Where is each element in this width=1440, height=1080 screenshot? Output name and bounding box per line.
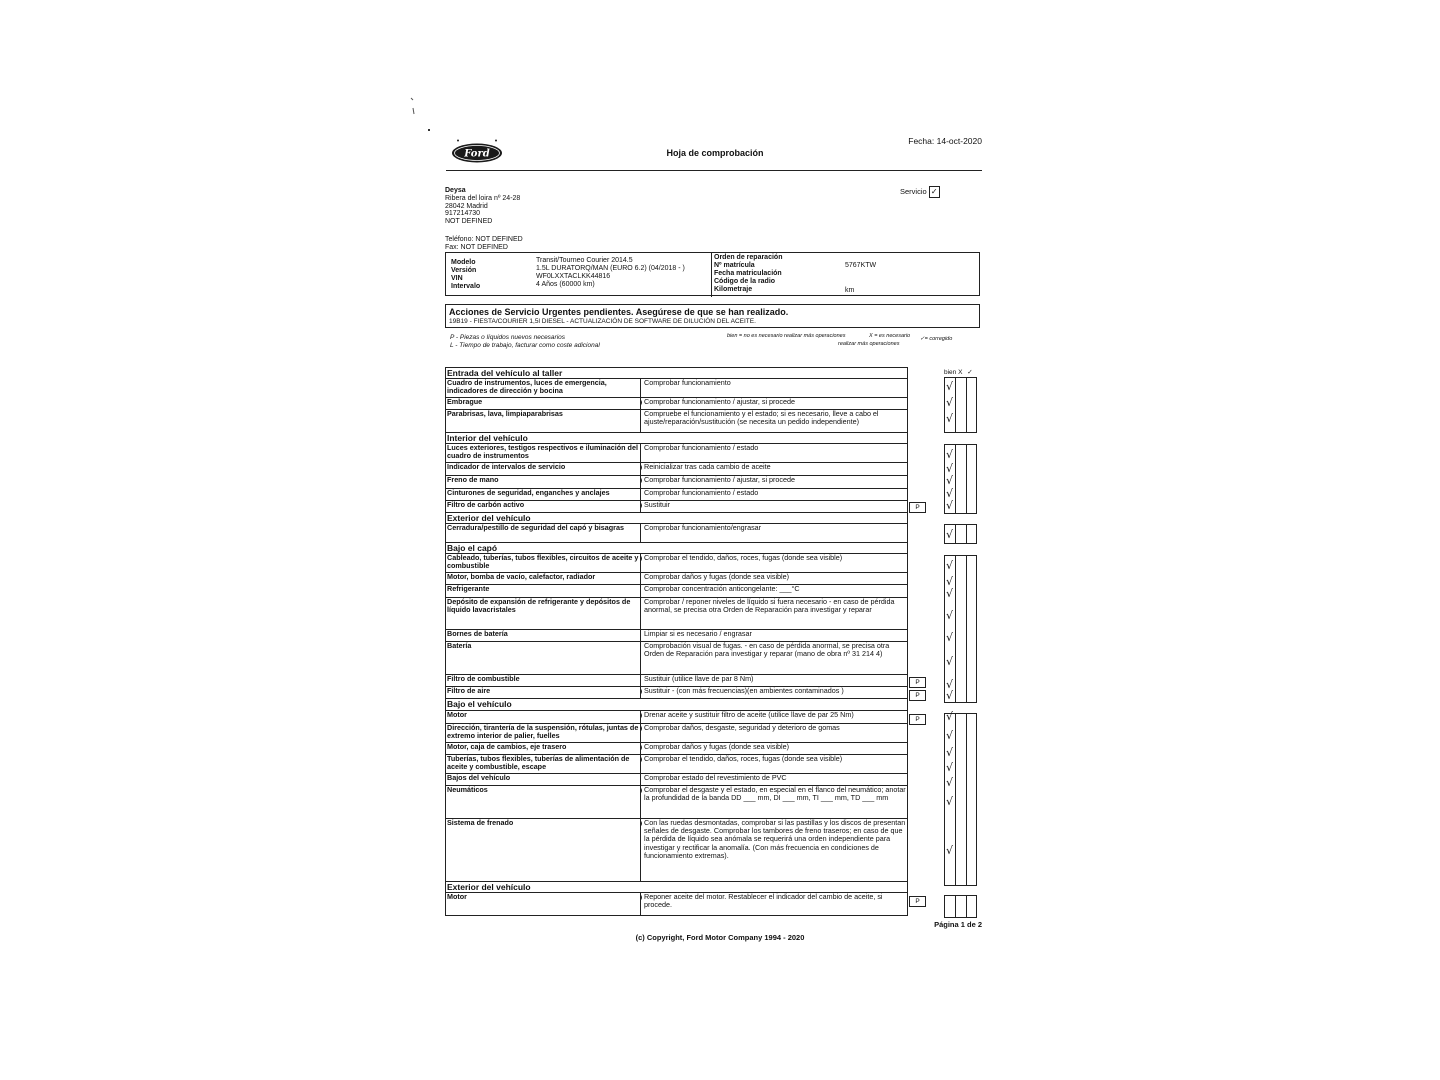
servicio-label: Servicio [900,186,927,196]
legend-bien: bien = no es necesario realizar más operaciones [727,333,846,339]
tick-mark: √ [946,746,954,759]
item-label: Tuberías, tubos flexibles, tuberías de alimentación de aceite y combustible, escape [446,755,641,774]
action-text: Con las ruedas desmontadas, comprobar si las pastillas y los discos de presentan señales de desgaste. Comprobar los tambores de freno traseros; en caso de que la pérdida de líquido sea anómala se requerirá una orden independiente para investigar y rectificar la anomalía. (Con más frecuencia en condiciones de funcionamiento extremas). [641,819,908,882]
item-label: Filtro de aire [446,687,641,699]
action-text: Drenar aceite y sustituir filtro de aceite (utilice llave de par 25 Nm) [641,711,908,724]
tick-mark: √ [946,559,954,572]
tick-mark: √ [946,678,954,691]
p-box: P [909,690,926,701]
dealer-extra: NOT DEFINED [445,218,493,226]
urgent-item: 19B19 - FIESTA/COURIER 1,5l DIESEL - ACTUALIZACIÓN DE SOFTWARE DE DILUCIÓN DEL ACEITE. [449,318,756,325]
tick-mark: √ [946,655,954,668]
item-label: Bornes de batería [446,630,641,642]
tick-mark: √ [946,729,954,742]
section-title: Bajo el vehículo [446,699,908,711]
vehicle-box-divider [711,253,712,297]
tick-mark: √ [946,710,954,723]
dealer-telefono: Teléfono: NOT DEFINED [445,236,523,243]
col-x: X [958,369,963,376]
copyright: (c) Copyright, Ford Motor Company 1994 - 2020 [635,933,805,942]
item-label: Filtro de carbón activo [446,501,641,513]
kilometraje-label: Kilometraje [714,286,753,293]
dot-icon [641,712,643,719]
version-value: 1.5L DURATORQ/MAN (EURO 6.2) (04/2018 - ) [536,265,685,272]
action-text: Sustituir (utilice llave de par 8 Nm) [641,675,908,687]
page-number: Página 1 de 2 [934,920,982,929]
action-text: Comprobar funcionamiento / ajustar, si procede [641,476,908,489]
dealer-phone-number: 917214730 [445,210,481,218]
section-title: Entrada del vehículo al taller [446,368,908,379]
item-label: Filtro de combustible [446,675,641,687]
action-text: Comprobar daños, desgaste, seguridad y deterioro de gomas [641,724,908,743]
p-box: P [909,714,926,725]
tick-mark: √ [946,575,954,588]
dot-icon [641,477,643,484]
tick-mark: √ [946,609,954,622]
action-text: Comprobar funcionamiento / estado [641,489,908,501]
section-title: Exterior del vehículo [446,513,908,524]
item-label: Motor [446,711,641,724]
item-label: Bajos del vehículo [446,774,641,786]
item-label: Motor [446,893,641,916]
action-text: Limpiar si es necesario / engrasar [641,630,908,642]
action-text: Sustituir - (con más frecuencias)(en ambientes contaminados ) [641,687,908,699]
action-text: Reponer aceite del motor. Restablecer el indicador del cambio de aceite, si procede. [641,893,908,916]
legend-p: P - Piezas o líquidos nuevos necesarios [450,334,566,341]
section-title: Exterior del vehículo [446,882,908,893]
dot-icon [641,688,643,695]
dealer-fax: Fax: NOT DEFINED [445,243,508,251]
matricula-value: 5767KTW [845,262,877,269]
item-label: Indicador de intervalos de servicio [446,463,641,476]
action-text: Comprobar / reponer niveles de líquido si fuera necesario - en caso de pérdida anormal, se precisa otra Orden de Reparación para investigar y reparar [641,598,908,630]
item-label: Embrague [446,398,641,410]
modelo-label: Modelo [451,259,476,266]
tick-mark: √ [946,474,954,487]
tick-mark: √ [946,761,954,774]
ford-logo-text: Ford [464,148,490,160]
p-box: P [909,677,926,688]
item-label: Cinturones de seguridad, enganches y anclajes [446,489,641,501]
section-title: Interior del vehículo [446,433,908,444]
item-label: Sistema de frenado [446,819,641,882]
item-label: Cuadro de instrumentos, luces de emergencia, indicadores de dirección y bocina [446,379,641,398]
fecha-matriculacion-label: Fecha matriculación [714,270,782,277]
legend-corregido: ✓= corregido [920,336,953,342]
legend-x-cont: realizar más operaciones [838,341,900,347]
action-text: Reinicializar tras cada cambio de aceite [641,463,908,476]
vehicle-info-box [445,252,980,296]
action-text: Comprobar funcionamiento / estado [641,444,908,463]
section-title: Bajo el capó [446,543,908,554]
tick-mark: √ [946,795,954,808]
dealer-address [445,187,520,226]
tick-mark: √ [946,844,954,857]
dealer-contact [445,236,523,252]
checklist-table [445,367,908,916]
action-text: Sustituir [641,501,908,513]
check-column-headers [944,368,973,376]
dot-icon [641,787,643,794]
tick-mark: √ [946,448,954,461]
dot-icon [641,725,643,732]
item-label: Freno de mano [446,476,641,489]
tick-mark: √ [946,396,954,409]
check-grid [944,895,977,918]
dot-icon [641,756,643,763]
item-label: Cerradura/pestillo de seguridad del capó y bisagras [446,524,641,543]
col-ok: ✓ [967,369,973,376]
dot-icon [641,502,643,509]
item-label: Dirección, tirantería de la suspensión, rótulas, juntas de extremo interior de palier, fuelles [446,724,641,743]
item-label: Batería [446,642,641,675]
tick-mark: √ [946,689,954,702]
tick-mark: √ [946,587,954,600]
urgent-title: Acciones de Servicio Urgentes pendientes. Asegúrese de que se han realizado. [449,307,789,317]
action-text: Comprobar daños y fugas (donde sea visible) [641,573,908,585]
date [860,136,982,146]
dot-icon [641,820,643,827]
item-label: Refrigerante [446,585,641,598]
orden-reparacion-label: Orden de reparación [714,254,783,261]
item-label: Cableado, tuberías, tubos flexibles, circuitos de aceite y combustible [446,554,641,573]
tick-mark: √ [946,528,954,541]
action-text: Comprobar el tendido, daños, roces, fugas (donde sea visible) [641,554,908,573]
intervalo-value: 4 Años (60000 km) [536,281,595,288]
servicio-field [900,186,940,198]
dot-icon [641,464,643,471]
date-value: 14-oct-2020 [936,136,982,146]
dot-icon [641,399,643,406]
modelo-value: Transit/Tourneo Courier 2014.5 [536,257,633,264]
item-label: Parabrisas, lava, limpiaparabrisas [446,410,641,433]
intervalo-label: Intervalo [451,283,481,290]
p-box: P [909,502,926,513]
action-text: Comprobar funcionamiento [641,379,908,398]
vin-label: VIN [451,275,463,282]
tick-mark: √ [946,462,954,475]
tick-mark: √ [946,631,954,644]
version-label: Versión [451,267,477,274]
action-text: Comprobar el desgaste y el estado, en especial en el flanco del neumático; anotar la profundidad de la banda DD ___ mm, DI ___ mm, TI ___ mm, TD ___ mm [641,786,908,819]
date-label: Fecha: [908,136,935,146]
scan-specks [405,96,435,136]
item-label: Neumáticos [446,786,641,819]
dot-icon [641,744,643,751]
action-text: Comprobar daños y fugas (donde sea visible) [641,743,908,755]
ford-logo [450,138,504,164]
item-label: Luces exteriores, testigos respectivos e iluminación del cuadro de instrumentos [446,444,641,463]
header-rule [446,170,982,171]
tick-mark: √ [946,499,954,512]
action-text: Comprobar funcionamiento / ajustar, si procede [641,398,908,410]
action-text: Comprobar concentración anticongelante: ___°C [641,585,908,598]
action-text: Comprobación visual de fugas. - en caso de pérdida anormal, se precisa otra Orden de Reparación para investigar y reparar (mano de obra nº 31 214 4) [641,642,908,675]
dot-icon [641,894,643,901]
tick-mark: √ [946,412,954,425]
dot-icon [641,555,643,562]
action-text: Comprobar funcionamiento/engrasar [641,524,908,543]
servicio-checkbox[interactable]: ✓ [929,186,940,198]
col-bien: bien [944,369,957,376]
matricula-label: Nº matrícula [714,262,755,269]
codigo-radio-label: Código de la radio [714,278,776,285]
legend-x: X = es necesario [869,333,911,339]
tick-mark: √ [946,487,954,500]
action-text: Compruebe el funcionamiento y el estado; si es necesario, lleve a cabo el ajuste/reparación/sustitución (se necesita un pedido independiente) [641,410,908,433]
document-title: Hoja de comprobación [666,148,764,158]
vin-value: WF0LXXTACLKK44816 [536,273,611,280]
action-text: Comprobar estado del revestimiento de PVC [641,774,908,786]
item-label: Depósito de expansión de refrigerante y depósitos de líquido lavacristales [446,598,641,630]
tick-mark: √ [946,776,954,789]
urgent-actions-box [445,304,980,328]
dealer-city: 28042 Madrid [445,202,488,210]
dealer-street: Ribera del loira nº 24-28 [445,194,521,202]
item-label: Motor, bomba de vacío, calefactor, radiador [446,573,641,585]
km-unit: km [845,287,855,294]
tick-mark: √ [946,380,954,393]
legend-l: L - Tiempo de trabajo, facturar como coste adicional [450,342,600,349]
item-label: Motor, caja de cambios, eje trasero [446,743,641,755]
action-text: Comprobar el tendido, daños, roces, fugas (donde sea visible) [641,755,908,774]
dealer-name: Deysa [445,187,466,194]
p-box: P [909,896,926,907]
